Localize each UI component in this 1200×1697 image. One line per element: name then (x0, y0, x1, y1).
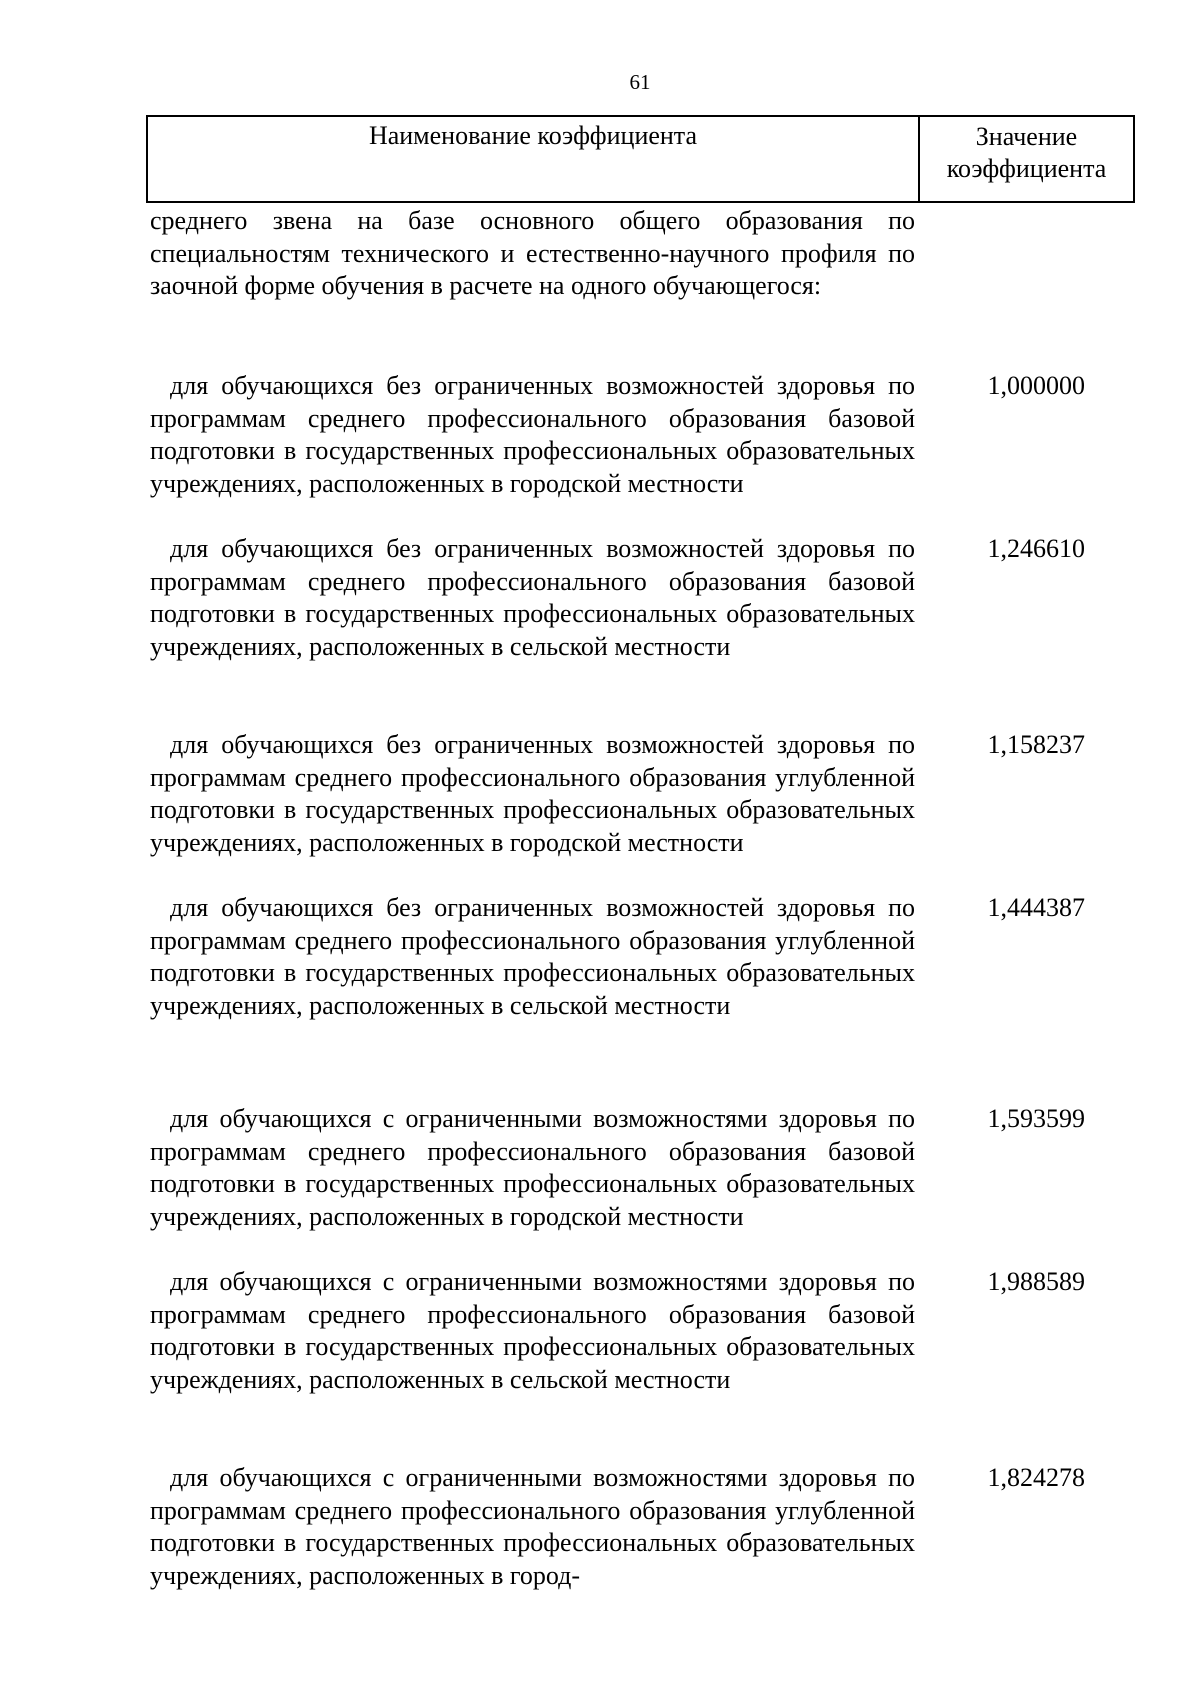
header-value-line1: Значение (975, 122, 1078, 151)
header-value-line2: коэффициента (946, 154, 1107, 183)
row-value: 1,158237 (987, 730, 1085, 759)
row-value: 1,000000 (987, 371, 1085, 400)
row-text: для обучающихся без ограниченных возможностей здоровья по программам среднего профессионального образования углубленной подготовки в государственных профессиональных образовательных учреждениях, расположенных в сельской местности (150, 893, 915, 1020)
header-value-column (920, 117, 1133, 201)
row-value: 1,824278 (987, 1463, 1085, 1492)
intro-text: среднего звена на базе основного общего образования по специальностям технического и естественно-научного профиля по заочной форме обучения в расчете на одного обучающегося: (150, 206, 915, 301)
row-text: для обучающихся без ограниченных возможностей здоровья по программам среднего профессионального образования базовой подготовки в государственных профессиональных образовательных учреждениях, расположенных в сельской местности (150, 534, 915, 661)
row-value: 1,988589 (987, 1267, 1085, 1296)
table-header (146, 115, 1135, 203)
row-value: 1,593599 (987, 1104, 1085, 1133)
row-text: для обучающихся с ограниченными возможностями здоровья по программам среднего профессионального образования базовой подготовки в государственных профессиональных образовательных учреждениях, расположенных в сельской местности (150, 1267, 915, 1394)
row-text: для обучающихся с ограниченными возможностями здоровья по программам среднего профессионального образования базовой подготовки в государственных профессиональных образовательных учреждениях, расположенных в городской местности (150, 1104, 915, 1231)
row-text: для обучающихся с ограниченными возможностями здоровья по программам среднего профессионального образования углубленной подготовки в государственных профессиональных образовательных учреждениях, расположенных в город- (150, 1463, 915, 1590)
row-value: 1,246610 (987, 534, 1085, 563)
row-text: для обучающихся без ограниченных возможностей здоровья по программам среднего профессионального образования базовой подготовки в государственных профессиональных образовательных учреждениях, расположенных в городской местности (150, 371, 915, 498)
header-name-column: Наименование коэффициента (148, 117, 920, 201)
row-value: 1,444387 (987, 893, 1085, 922)
page-number: 61 (629, 70, 651, 94)
row-text: для обучающихся без ограниченных возможностей здоровья по программам среднего профессионального образования углубленной подготовки в государственных профессиональных образовательных учреждениях, расположенных в городской местности (150, 730, 915, 857)
